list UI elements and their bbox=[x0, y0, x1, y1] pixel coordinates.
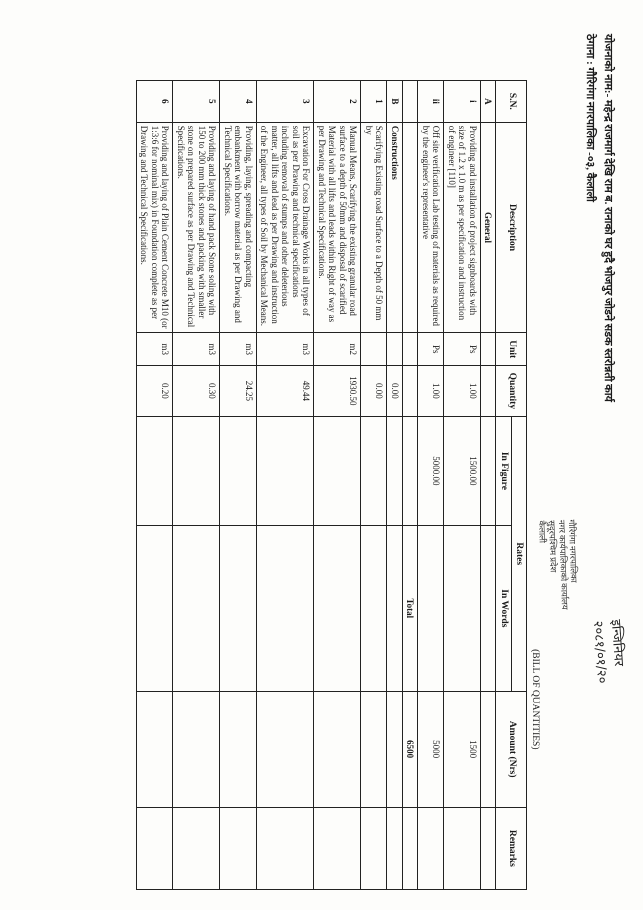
stamp-line: कैलाली bbox=[536, 520, 548, 544]
cell-unit: m2 bbox=[314, 333, 361, 366]
cell-remarks bbox=[387, 807, 403, 889]
col-quantity: Quantity bbox=[496, 366, 527, 417]
table-row bbox=[444, 81, 481, 890]
cell-rate-words: Total bbox=[403, 526, 419, 692]
cell-amount bbox=[220, 691, 257, 807]
cell-sn: 2 bbox=[314, 81, 361, 123]
stamp-line: गौरिगंगा नगरपालिका bbox=[566, 519, 580, 583]
cell-amount bbox=[481, 691, 497, 807]
col-description: Description bbox=[496, 122, 527, 333]
cell-unit: m3 bbox=[257, 333, 315, 366]
cell-quantity: 0.00 bbox=[361, 366, 387, 417]
cell-unit: m3 bbox=[173, 333, 220, 366]
office-address: ठेगाना : गौरिगंगा नगरपालिका -०३, कैलाली bbox=[584, 34, 596, 202]
cell-rate-words bbox=[387, 526, 403, 692]
cell-sn: i bbox=[444, 81, 481, 123]
cell-quantity: 24.25 bbox=[220, 366, 257, 417]
cell-sn bbox=[403, 81, 419, 123]
cell-rate-words bbox=[361, 526, 387, 692]
cell-description: General bbox=[481, 122, 497, 333]
cell-sn: A bbox=[481, 81, 497, 123]
col-in-words: In Words bbox=[496, 526, 512, 692]
col-unit: Unit bbox=[496, 333, 527, 366]
boq-title-row bbox=[527, 81, 542, 890]
cell-description: Providing and laying of Plain Cement Concrete M10 (or 1:3:6 for nominal mix) in Foundation complete as per Drawing and Technical Specifications. bbox=[137, 122, 174, 333]
cell-unit bbox=[361, 333, 387, 366]
cell-amount bbox=[173, 691, 220, 807]
cell-amount bbox=[137, 691, 174, 807]
cell-unit: m3 bbox=[137, 333, 174, 366]
cell-sn: 3 bbox=[257, 81, 315, 123]
cell-rate-figure: 1500.00 bbox=[444, 416, 481, 525]
cell-unit: Ps bbox=[444, 333, 481, 366]
cell-rate-figure: 5000.00 bbox=[418, 416, 444, 525]
cell-rate-figure bbox=[481, 416, 497, 525]
handwritten-signature bbox=[590, 619, 630, 684]
cell-description bbox=[403, 122, 419, 333]
boq-body bbox=[137, 81, 497, 890]
table-row bbox=[314, 81, 361, 890]
cell-description: Providing and laying of hand pack Stone soling with 150 to 200 mm thick stones and packing with smaller stone on prepared surface as per Drawing and Technical Specifications. bbox=[173, 122, 220, 333]
cell-amount bbox=[387, 691, 403, 807]
project-title: योजनाको नाम:- महेन्द्र राजमार्ग देखि राम ब. रानाको घर हुदै भोजपुर जोडने सडक स्तरोन्नती कार्य bbox=[602, 34, 614, 402]
cell-rate-words bbox=[481, 526, 497, 692]
cell-rate-words bbox=[137, 526, 174, 692]
col-remarks: Remarks bbox=[496, 807, 527, 889]
cell-rate-figure bbox=[137, 416, 174, 525]
stamp-line: नगर कार्यपालिकाको कार्यालय bbox=[556, 519, 570, 610]
cell-description: Providing and installation of project signboards with size of 1.2 x 1.0 m as per specification and instruction of engineer [110] bbox=[444, 122, 481, 333]
cell-rate-figure bbox=[314, 416, 361, 525]
cell-quantity: 1.00 bbox=[444, 366, 481, 417]
cell-quantity: 0.30 bbox=[173, 366, 220, 417]
cell-rate-words bbox=[257, 526, 315, 692]
cell-remarks bbox=[257, 807, 315, 889]
cell-quantity: 1930.50 bbox=[314, 366, 361, 417]
signature-line: २०८१/०१/२० bbox=[589, 620, 610, 685]
cell-amount bbox=[257, 691, 315, 807]
cell-remarks bbox=[314, 807, 361, 889]
col-rates: Rates bbox=[512, 416, 528, 691]
cell-amount bbox=[314, 691, 361, 807]
cell-remarks bbox=[418, 807, 444, 889]
cell-rate-words bbox=[418, 526, 444, 692]
cell-remarks bbox=[137, 807, 174, 889]
cell-description: Scarifying Existing road Surface to a Depth of 50 mm by bbox=[361, 122, 387, 333]
rotated-document bbox=[20, 20, 627, 890]
cell-remarks bbox=[481, 807, 497, 889]
cell-unit bbox=[481, 333, 497, 366]
cell-quantity: 0.20 bbox=[137, 366, 174, 417]
col-in-figure: In Figure bbox=[496, 416, 512, 525]
table-row bbox=[173, 81, 220, 890]
table-row bbox=[361, 81, 387, 890]
cell-rate-words bbox=[444, 526, 481, 692]
cell-amount: 6500 bbox=[403, 691, 419, 807]
cell-rate-figure bbox=[257, 416, 315, 525]
cell-rate-words bbox=[173, 526, 220, 692]
cell-quantity bbox=[403, 366, 419, 417]
header-row bbox=[512, 81, 528, 890]
cell-rate-figure bbox=[220, 416, 257, 525]
table-row bbox=[257, 81, 315, 890]
cell-description: Manual Means, Scarifying the existing granular road surface to a depth of 50mm and disposal of scarified Material with all lifts and leads within Right of way as per Drawing and Technical Specifications. bbox=[314, 122, 361, 333]
cell-rate-figure bbox=[361, 416, 387, 525]
cell-remarks bbox=[361, 807, 387, 889]
cell-sn: B bbox=[387, 81, 403, 123]
cell-remarks bbox=[173, 807, 220, 889]
table-row bbox=[137, 81, 174, 890]
table-row bbox=[481, 81, 497, 890]
cell-rate-figure bbox=[403, 416, 419, 525]
col-sn: S.N. bbox=[496, 81, 527, 123]
cell-sn: 4 bbox=[220, 81, 257, 123]
cell-amount bbox=[361, 691, 387, 807]
cell-rate-words bbox=[220, 526, 257, 692]
cell-description: Constructions bbox=[387, 122, 403, 333]
cell-unit: m3 bbox=[220, 333, 257, 366]
cell-quantity: 1.00 bbox=[418, 366, 444, 417]
cell-unit bbox=[403, 333, 419, 366]
cell-sn: 1 bbox=[361, 81, 387, 123]
cell-quantity bbox=[481, 366, 497, 417]
cell-remarks bbox=[444, 807, 481, 889]
cell-sn: 6 bbox=[137, 81, 174, 123]
cell-description: Providing, laying, spreading and compacting embankment with borrow material as per Drawing and Technical Specifications. bbox=[220, 122, 257, 333]
table-row bbox=[387, 81, 403, 890]
cell-sn: ii bbox=[418, 81, 444, 123]
col-amount: Amount (Nrs) bbox=[496, 691, 527, 807]
boq-title: (BILL OF QUANTITIES) bbox=[530, 649, 540, 750]
cell-remarks bbox=[220, 807, 257, 889]
table-row bbox=[418, 81, 444, 890]
cell-description: Off site verification Lab testing of materials as required by the engineer's representative bbox=[418, 122, 444, 333]
cell-rate-figure bbox=[387, 416, 403, 525]
cell-amount: 5000 bbox=[418, 691, 444, 807]
cell-quantity: 49.44 bbox=[257, 366, 315, 417]
cell-unit bbox=[387, 333, 403, 366]
cell-rate-figure bbox=[173, 416, 220, 525]
table-row bbox=[403, 81, 419, 890]
boq-table bbox=[136, 80, 542, 890]
table-row bbox=[220, 81, 257, 890]
cell-amount: 1500 bbox=[444, 691, 481, 807]
cell-rate-words bbox=[314, 526, 361, 692]
official-stamp bbox=[537, 519, 583, 700]
cell-sn: 5 bbox=[173, 81, 220, 123]
cell-quantity: 0.00 bbox=[387, 366, 403, 417]
cell-description: Excavation For Cross Drainage Works in all types of soil as per Drawing and technical specifications including removal of stumps and other deleterious matter, all lifts and lead as per Drawing and instruction of the Engineer, all types of Soil by Mechanical Means. bbox=[257, 122, 315, 333]
signature-line: इन्जिनियर bbox=[607, 619, 627, 667]
stamp-line: सुदूरपश्चिम प्रदेश bbox=[546, 520, 559, 573]
cell-unit: Ps bbox=[418, 333, 444, 366]
cell-remarks bbox=[403, 807, 419, 889]
